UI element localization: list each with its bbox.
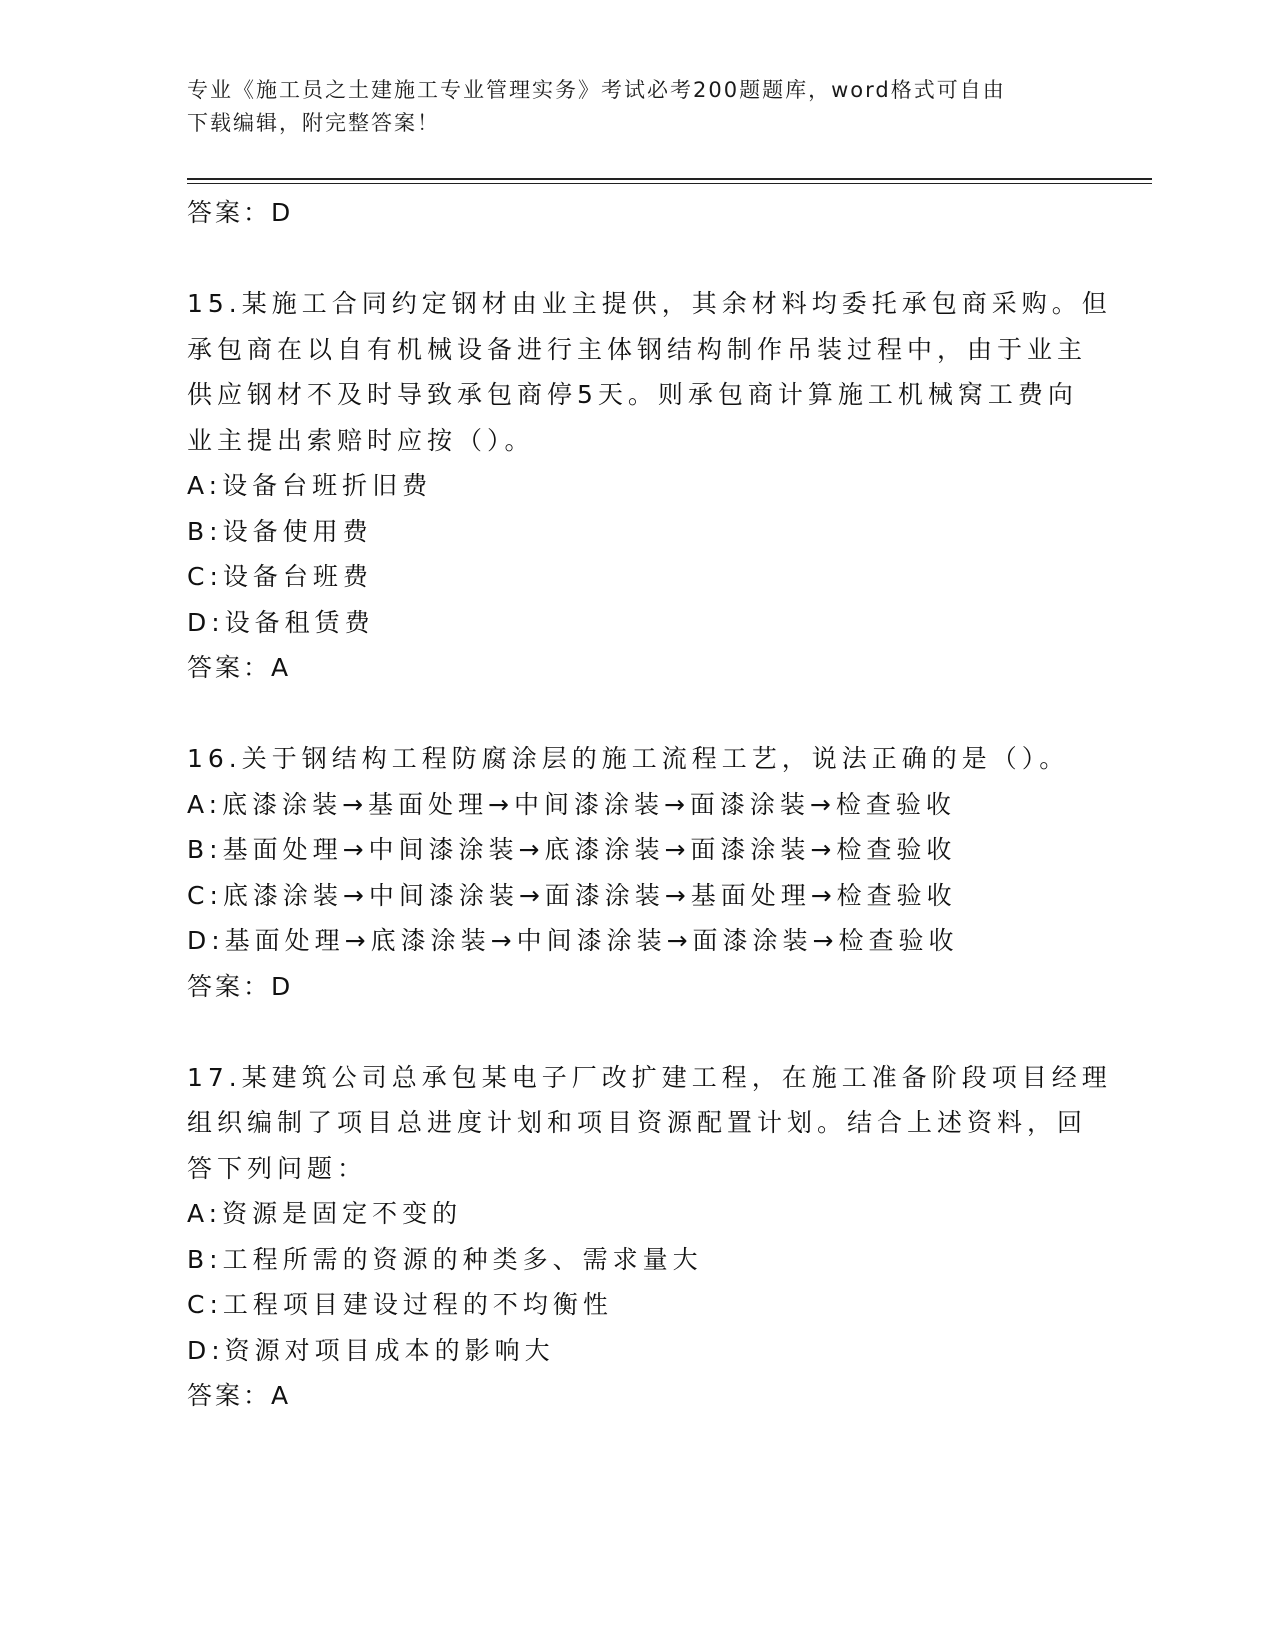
question-stem-line: 业主提出索赔时应按（）。 — [187, 425, 535, 455]
question-stem-line: 承包商在以自有机械设备进行主体钢结构制作吊装过程中，由于业主 — [187, 334, 1088, 364]
option-a: A:底漆涂装→基面处理→中间漆涂装→面漆涂装→检查验收 — [187, 789, 956, 819]
question-content — [187, 190, 1112, 1419]
header-line-2: 下载编辑，附完整答案！ — [187, 111, 440, 135]
question-stem-line: 15.某施工合同约定钢材由业主提供，其余材料均委托承包商采购。但 — [187, 289, 1112, 318]
question-stem-line: 供应钢材不及时导致承包商停5天。则承包商计算施工机械窝工费向 — [187, 380, 1078, 409]
question-15 — [187, 281, 1112, 691]
question-16 — [187, 736, 1087, 1009]
option-b: B:工程所需的资源的种类多、需求量大 — [187, 1244, 703, 1274]
option-c: C:底漆涂装→中间漆涂装→面漆涂装→基面处理→检查验收 — [187, 880, 957, 910]
header-rule-thick — [187, 178, 1152, 180]
option-d: D:基面处理→底漆涂装→中间漆涂装→面漆涂装→检查验收 — [187, 926, 959, 955]
option-b: B:基面处理→中间漆涂装→底漆涂装→面漆涂装→检查验收 — [187, 835, 957, 864]
option-b: B:设备使用费 — [187, 516, 373, 546]
header-line-1: 专业《施工员之土建施工专业管理实务》考试必考200题题库，word格式可自由 — [187, 78, 1006, 102]
question-17 — [187, 1055, 1112, 1419]
header-rule-thin — [187, 183, 1152, 184]
option-d: D:资源对项目成本的影响大 — [187, 1335, 555, 1365]
previous-answer: 答案：D — [187, 198, 294, 227]
question-stem-line: 组织编制了项目总进度计划和项目资源配置计划。结合上述资料，回 — [187, 1108, 1088, 1137]
answer-line: 答案：D — [187, 971, 294, 1001]
option-c: C:工程项目建设过程的不均衡性 — [187, 1290, 613, 1319]
answer-line: 答案：A — [187, 653, 292, 682]
question-stem-line: 17.某建筑公司总承包某电子厂改扩建工程，在施工准备阶段项目经理 — [187, 1062, 1112, 1092]
question-stem-line: 16.关于钢结构工程防腐涂层的施工流程工艺，说法正确的是（）。 — [187, 744, 1070, 773]
question-stem-line: 答下列问题： — [187, 1153, 368, 1183]
document-header — [187, 74, 1067, 140]
answer-line: 答案：A — [187, 1381, 292, 1410]
option-d: D:设备租赁费 — [187, 607, 375, 637]
option-a: A:资源是固定不变的 — [187, 1199, 463, 1228]
option-a: A:设备台班折旧费 — [187, 471, 433, 500]
option-c: C:设备台班费 — [187, 562, 373, 591]
